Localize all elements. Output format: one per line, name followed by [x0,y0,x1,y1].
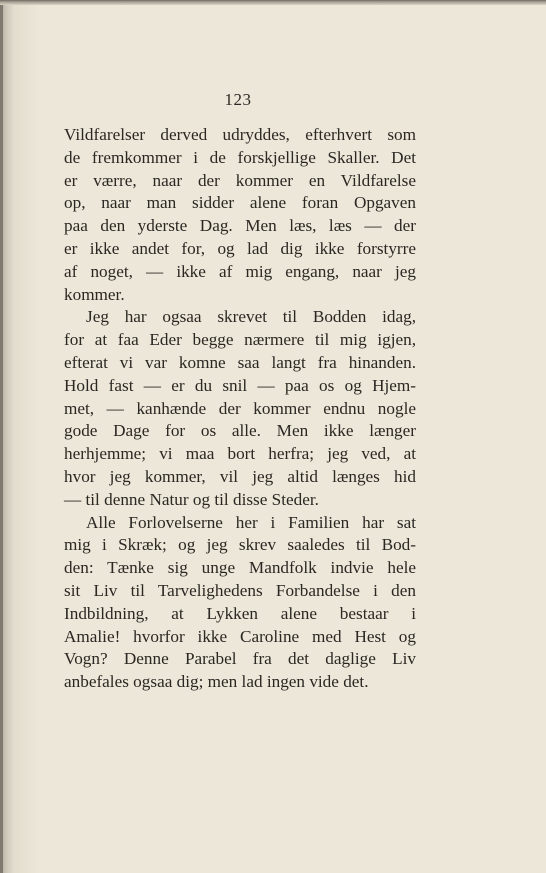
text-line: er værre, naar der kommer en Vildfarelse [64,170,416,190]
text-line: kommer. [64,284,125,304]
text-line: Jeg har ogsaa skrevet til Bodden idag, [86,307,416,327]
text-line: gode Dage for os alle. Men ikke længer [64,421,416,441]
text-line: Alle Forlovelserne her i Familien har sat [86,512,416,532]
text-line: Indbildning, at Lykken alene bestaar i [64,603,416,623]
text-line: anbefales ogsaa dig; men lad ingen vide det. [64,672,369,692]
page-gutter [0,0,3,873]
text-line: hvor jeg kommer, vil jeg altid længes hid [64,466,416,486]
body-text [64,124,416,694]
text-line: Vogn? Denne Parabel fra det daglige Liv [64,649,416,669]
text-line: den: Tænke sig unge Mandfolk indvie hele [64,558,416,578]
page-top-edge [0,0,546,5]
text-line: herhjemme; vi maa bort herfra; jeg ved, at [64,444,416,464]
text-line: for at faa Eder begge nærmere til mig igjen, [64,330,416,350]
text-line: mig i Skræk; og jeg skrev saaledes til Bod- [64,535,416,555]
text-line: paa den yderste Dag. Men læs, læs — der [64,216,416,236]
text-line: Hold fast — er du snil — paa os og Hjem- [64,375,416,395]
text-line: de fremkommer i de forskjellige Skaller. Det [64,147,416,167]
text-line: op, naar man sidder alene foran Opgaven [64,193,416,213]
text-line: efterat vi var komne saa langt fra hinanden. [64,352,416,372]
page-number: 123 [224,90,252,109]
text-line: Amalie! hvorfor ikke Caroline med Hest og [64,626,416,646]
text-line: met, — kanhænde der kommer endnu nogle [64,398,416,418]
text-line: — til denne Natur og til disse Steder. [64,489,319,509]
text-line: sit Liv til Tarvelighedens Forbandelse i den [64,580,416,600]
text-line: er ikke andet for, og lad dig ikke forstyrre [64,238,416,258]
text-line: af noget, — ikke af mig engang, naar jeg [64,261,416,281]
text-line: Vildfarelser derved udryddes, efterhvert som [64,125,416,144]
